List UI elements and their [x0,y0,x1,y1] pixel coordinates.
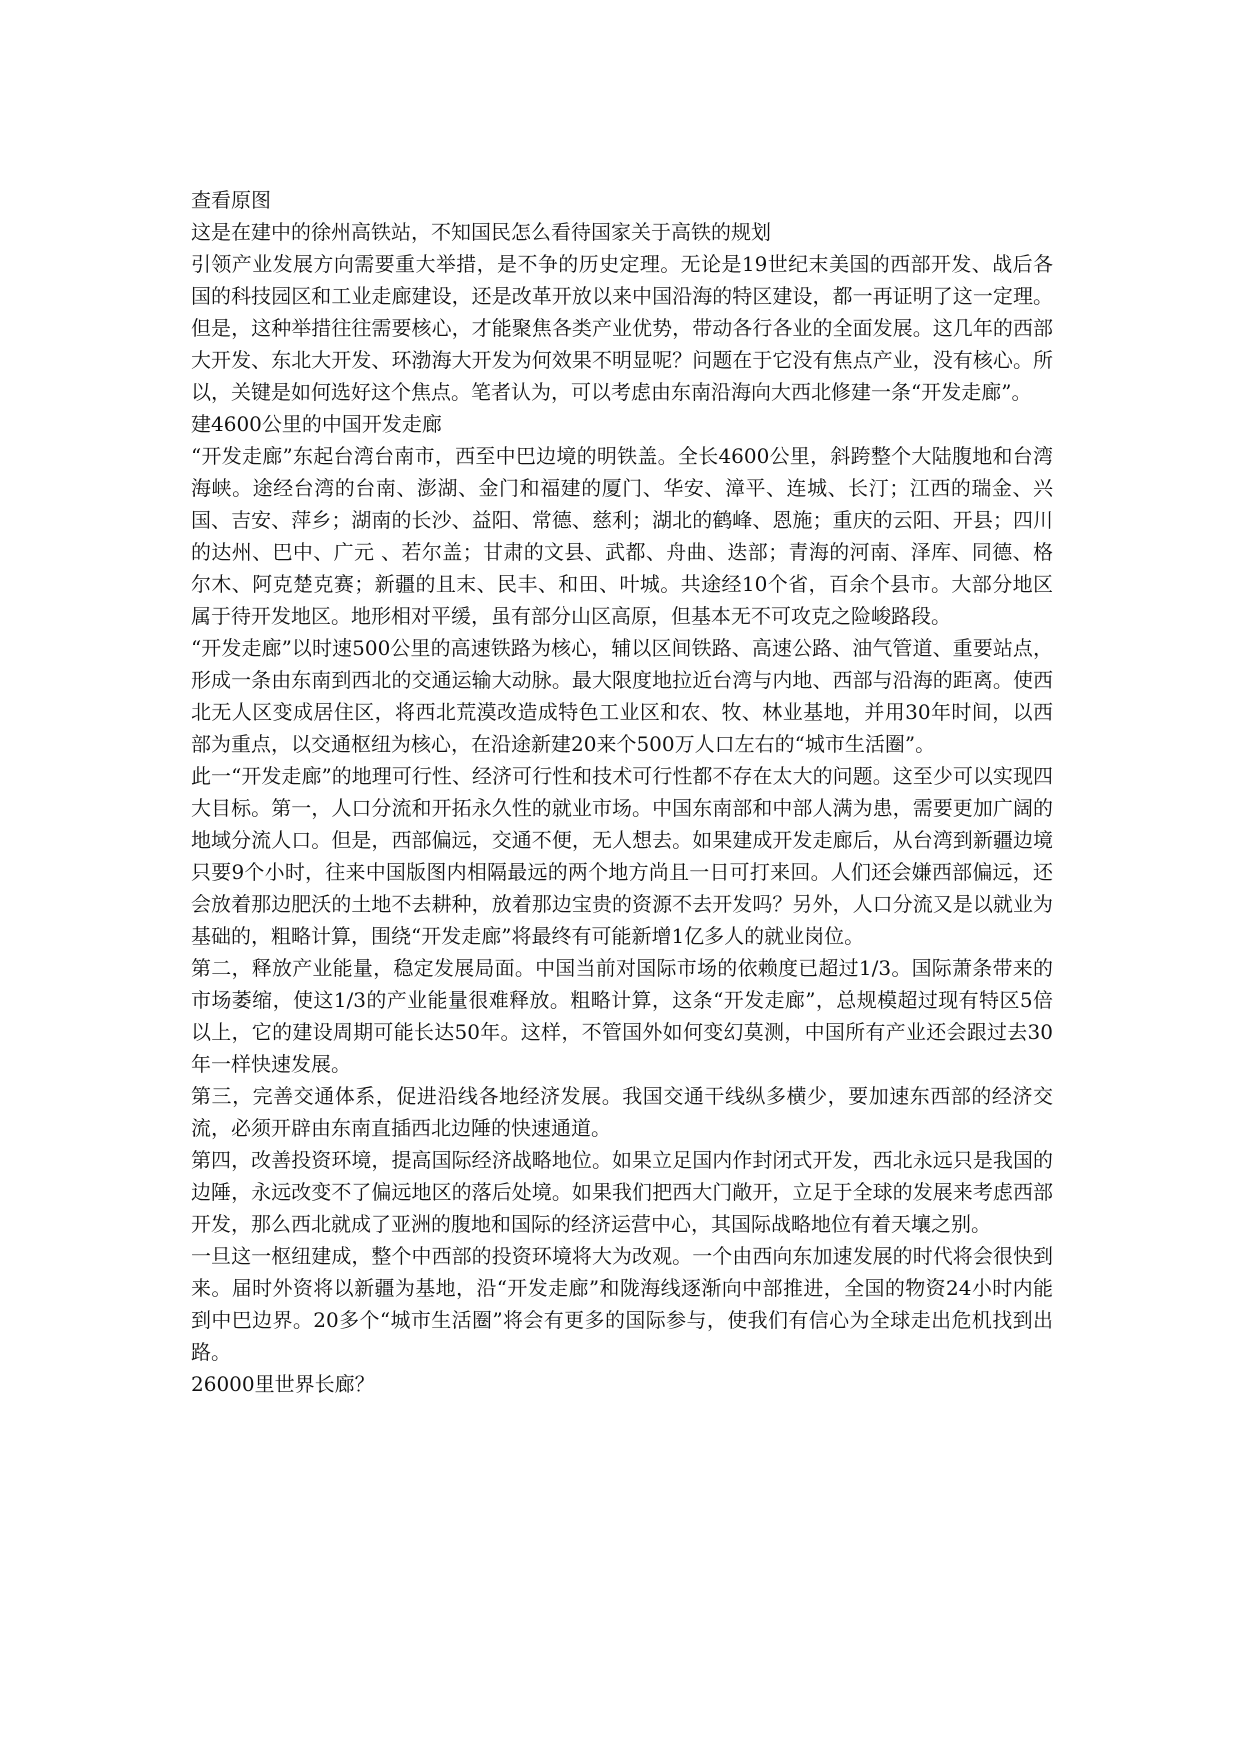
paragraph-route: “开发走廊”东起台湾台南市，西至中巴边境的明铁盖。全长4600公里，斜跨整个大陆腹地和台湾海峡。途经台湾的台南、澎湖、金门和福建的厦门、华安、漳平、连城、长汀；江西的瑞金、兴国、吉安、萍乡；湖南的长沙、益阳、常德、慈利；湖北的鹤峰、恩施；重庆的云阳、开县；四川的达州、巴中、广元 、若尔盖；甘肃的文县、武都、舟曲、迭部；青海的河南、泽库、同德、格尔木、阿克楚克赛；新疆的且末、民丰、和田、叶城。共途经10个省，百余个县市。大部分地区属于待开发地区。地形相对平缓，虽有部分山区高原，但基本无不可攻克之险峻路段。 [191,444,1053,628]
document-body [191,184,1053,1400]
section-heading-world-corridor: 26000里世界长廊？ [191,1372,375,1396]
view-original-link[interactable]: 查看原图 [191,188,271,212]
paragraph-goal-three: 第三，完善交通体系，促进沿线各地经济发展。我国交通干线纵多横少，要加速东西部的经济交流，必须开辟由东南直插西北边陲的快速通道。 [191,1084,1053,1140]
paragraph-goal-two: 第二，释放产业能量，稳定发展局面。中国当前对国际市场的依赖度已超过1/3。国际萧条带来的市场萎缩，使这1/3的产业能量很难释放。粗略计算，这条“开发走廊”，总规模超过现有特区5倍以上，它的建设周期可能长达50年。这样，不管国外如何变幻莫测，中国所有产业还会跟过去30年一样快速发展。 [191,956,1053,1076]
section-heading-corridor: 建4600公里的中国开发走廊 [191,412,442,436]
paragraph-railway: “开发走廊”以时速500公里的高速铁路为核心，辅以区间铁路、高速公路、油气管道、重要站点，形成一条由东南到西北的交通运输大动脉。最大限度地拉近台湾与内地、西部与沿海的距离。使西北无人区变成居住区，将西北荒漠改造成特色工业区和农、牧、林业基地，并用30年时间，以西部为重点，以交通枢纽为核心，在沿途新建20来个500万人口左右的“城市生活圈”。 [191,636,1053,756]
image-caption: 这是在建中的徐州高铁站，不知国民怎么看待国家关于高铁的规划 [191,220,771,244]
paragraph-outlook: 一旦这一枢纽建成，整个中西部的投资环境将大为改观。一个由西向东加速发展的时代将会很快到来。届时外资将以新疆为基地，沿“开发走廊”和陇海线逐渐向中部推进，全国的物资24小时内能到中巴边界。20多个“城市生活圈”将会有更多的国际参与，使我们有信心为全球走出危机找到出路。 [191,1244,1053,1364]
paragraph-intro: 引领产业发展方向需要重大举措，是不争的历史定理。无论是19世纪末美国的西部开发、战后各国的科技园区和工业走廊建设，还是改革开放以来中国沿海的特区建设，都一再证明了这一定理。但是，这种举措往往需要核心，才能聚焦各类产业优势，带动各行各业的全面发展。这几年的西部大开发、东北大开发、环渤海大开发为何效果不明显呢？问题在于它没有焦点产业，没有核心。所以，关键是如何选好这个焦点。笔者认为，可以考虑由东南沿海向大西北修建一条“开发走廊”。 [191,252,1053,404]
paragraph-goal-four: 第四，改善投资环境，提高国际经济战略地位。如果立足国内作封闭式开发，西北永远只是我国的边陲，永远改变不了偏远地区的落后处境。如果我们把西大门敞开，立足于全球的发展来考虑西部开发，那么西北就成了亚洲的腹地和国际的经济运营中心，其国际战略地位有着天壤之别。 [191,1148,1053,1236]
paragraph-goal-one: 此一“开发走廊”的地理可行性、经济可行性和技术可行性都不存在太大的问题。这至少可以实现四大目标。第一，人口分流和开拓永久性的就业市场。中国东南部和中部人满为患，需要更加广阔的地域分流人口。但是，西部偏远，交通不便，无人想去。如果建成开发走廊后，从台湾到新疆边境只要9个小时，往来中国版图内相隔最远的两个地方尚且一日可打来回。人们还会嫌西部偏远，还会放着那边肥沃的土地不去耕种，放着那边宝贵的资源不去开发吗？另外，人口分流又是以就业为基础的，粗略计算，围绕“开发走廊”将最终有可能新增1亿多人的就业岗位。 [191,764,1053,948]
